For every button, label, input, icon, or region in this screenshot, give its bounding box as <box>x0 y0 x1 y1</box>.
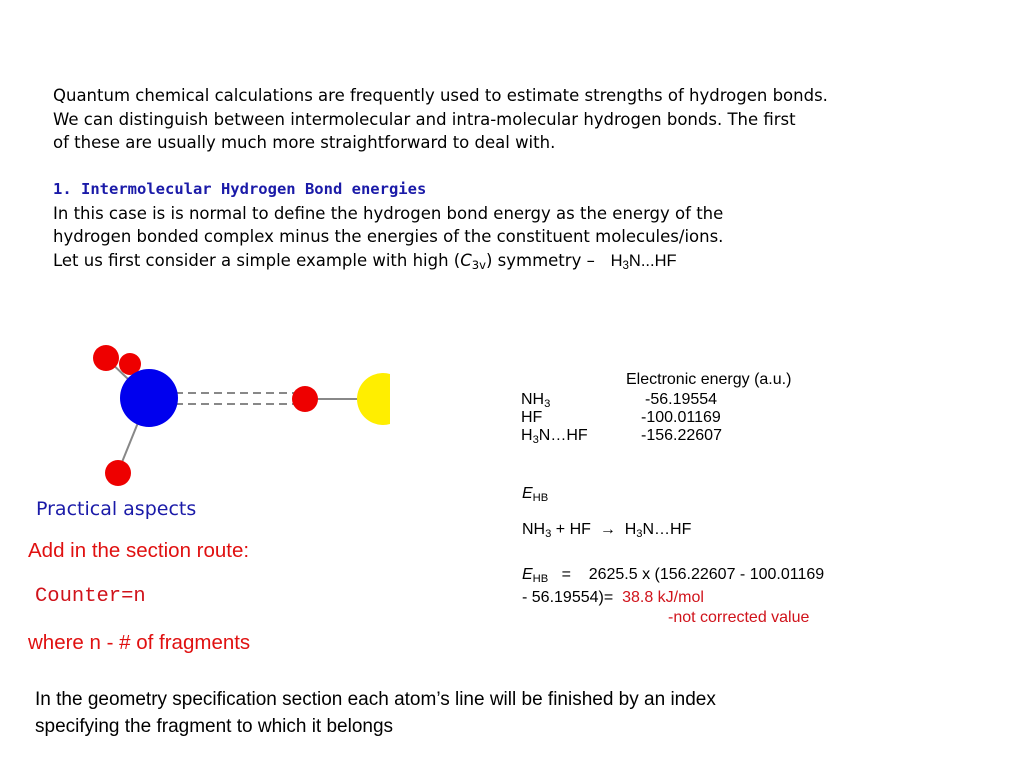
molecule-diagram <box>60 330 390 500</box>
intro-line-1: Quantum chemical calculations are frequently used to estimate strengths of hydrogen bonds. <box>53 86 828 105</box>
reaction-plus: + HF <box>551 521 596 538</box>
calc-expr-1: 2625.5 x (156.22607 - 100.01169 <box>588 566 825 583</box>
calc-e: E <box>522 566 533 583</box>
energy-row-value: -100.01169 <box>641 409 721 426</box>
energy-row-label <box>521 390 550 410</box>
bottom-line-1: In the geometry specification section each atom’s line will be finished by an index <box>35 689 716 710</box>
energy-table-header: Electronic energy (a.u.) <box>626 371 792 388</box>
formula-h: H <box>610 251 623 270</box>
calculation-line-1 <box>522 566 824 584</box>
species-main: HF <box>521 409 543 426</box>
energy-row-value: -56.19554 <box>645 391 718 408</box>
fragments-note: where n - # of fragments <box>28 631 251 654</box>
intro-line-3: of these are usually much more straightforward to deal with. <box>53 133 556 152</box>
species-sub: 3 <box>544 398 551 410</box>
reaction-equation <box>522 521 691 539</box>
fluorine-atom <box>357 373 390 425</box>
reaction-arrow-icon: → <box>599 521 616 538</box>
calculation-note: -not corrected value <box>668 609 810 626</box>
species-main: NH <box>521 391 545 408</box>
calc-eq: = <box>561 566 571 583</box>
energy-row-label <box>521 408 542 428</box>
symmetry-sub: 3v <box>471 257 486 272</box>
section-line-2: hydrogen bonded complex minus the energies of the constituent molecules/ions. <box>53 227 724 246</box>
species-main: H <box>521 427 533 444</box>
ehb-sub: HB <box>532 492 549 504</box>
formula-rest: N...HF <box>628 251 677 270</box>
section-line-3-post: ) symmetry – <box>485 250 595 270</box>
practical-aspects-title: Practical aspects <box>36 498 197 520</box>
calculation-line-2 <box>522 589 704 607</box>
ehb-e: E <box>522 485 533 502</box>
calc-result: 38.8 kJ/mol <box>622 589 704 606</box>
species-rest: N…HF <box>538 427 588 444</box>
reactant-nh: NH <box>522 521 546 538</box>
formula-sub: 3 <box>622 259 629 272</box>
section-line-3 <box>53 249 828 274</box>
section-heading: 1. Intermolecular Hydrogen Bond energies <box>53 180 427 198</box>
counter-keyword: Counter=n <box>35 585 146 608</box>
section-line-3-pre: Let us first consider a simple example with high ( <box>53 250 461 270</box>
route-instruction: Add in the section route: <box>28 539 250 562</box>
nitrogen-atom <box>120 369 178 427</box>
energy-row-value: -156.22607 <box>641 427 722 444</box>
symmetry-c: C <box>460 250 472 270</box>
ehb-label <box>522 485 548 503</box>
intro-line-2: We can distinguish between intermolecular and intra-molecular hydrogen bonds. The first <box>53 109 796 129</box>
hydrogen-atom-bridge <box>292 386 318 412</box>
intro-block <box>53 84 828 273</box>
energy-row-label <box>521 426 588 446</box>
complex-formula <box>611 252 677 270</box>
calc-sub: HB <box>532 573 549 585</box>
reactant-sub: 3 <box>545 528 552 540</box>
hydrogen-atom-1 <box>93 345 119 371</box>
species-sub: 3 <box>532 434 539 446</box>
section-line-1: In this case is is normal to define the hydrogen bond energy as the energy of the <box>53 203 724 223</box>
calc-expr-2: - 56.19554)= <box>522 589 618 606</box>
spacer <box>53 155 828 179</box>
hydrogen-atom-3 <box>105 460 131 486</box>
bottom-line-2: specifying the fragment to which it belongs <box>35 716 394 737</box>
bottom-paragraph <box>35 686 716 740</box>
product-h: H <box>624 521 637 538</box>
product-rest: N…HF <box>642 521 692 538</box>
product-sub: 3 <box>636 528 643 540</box>
